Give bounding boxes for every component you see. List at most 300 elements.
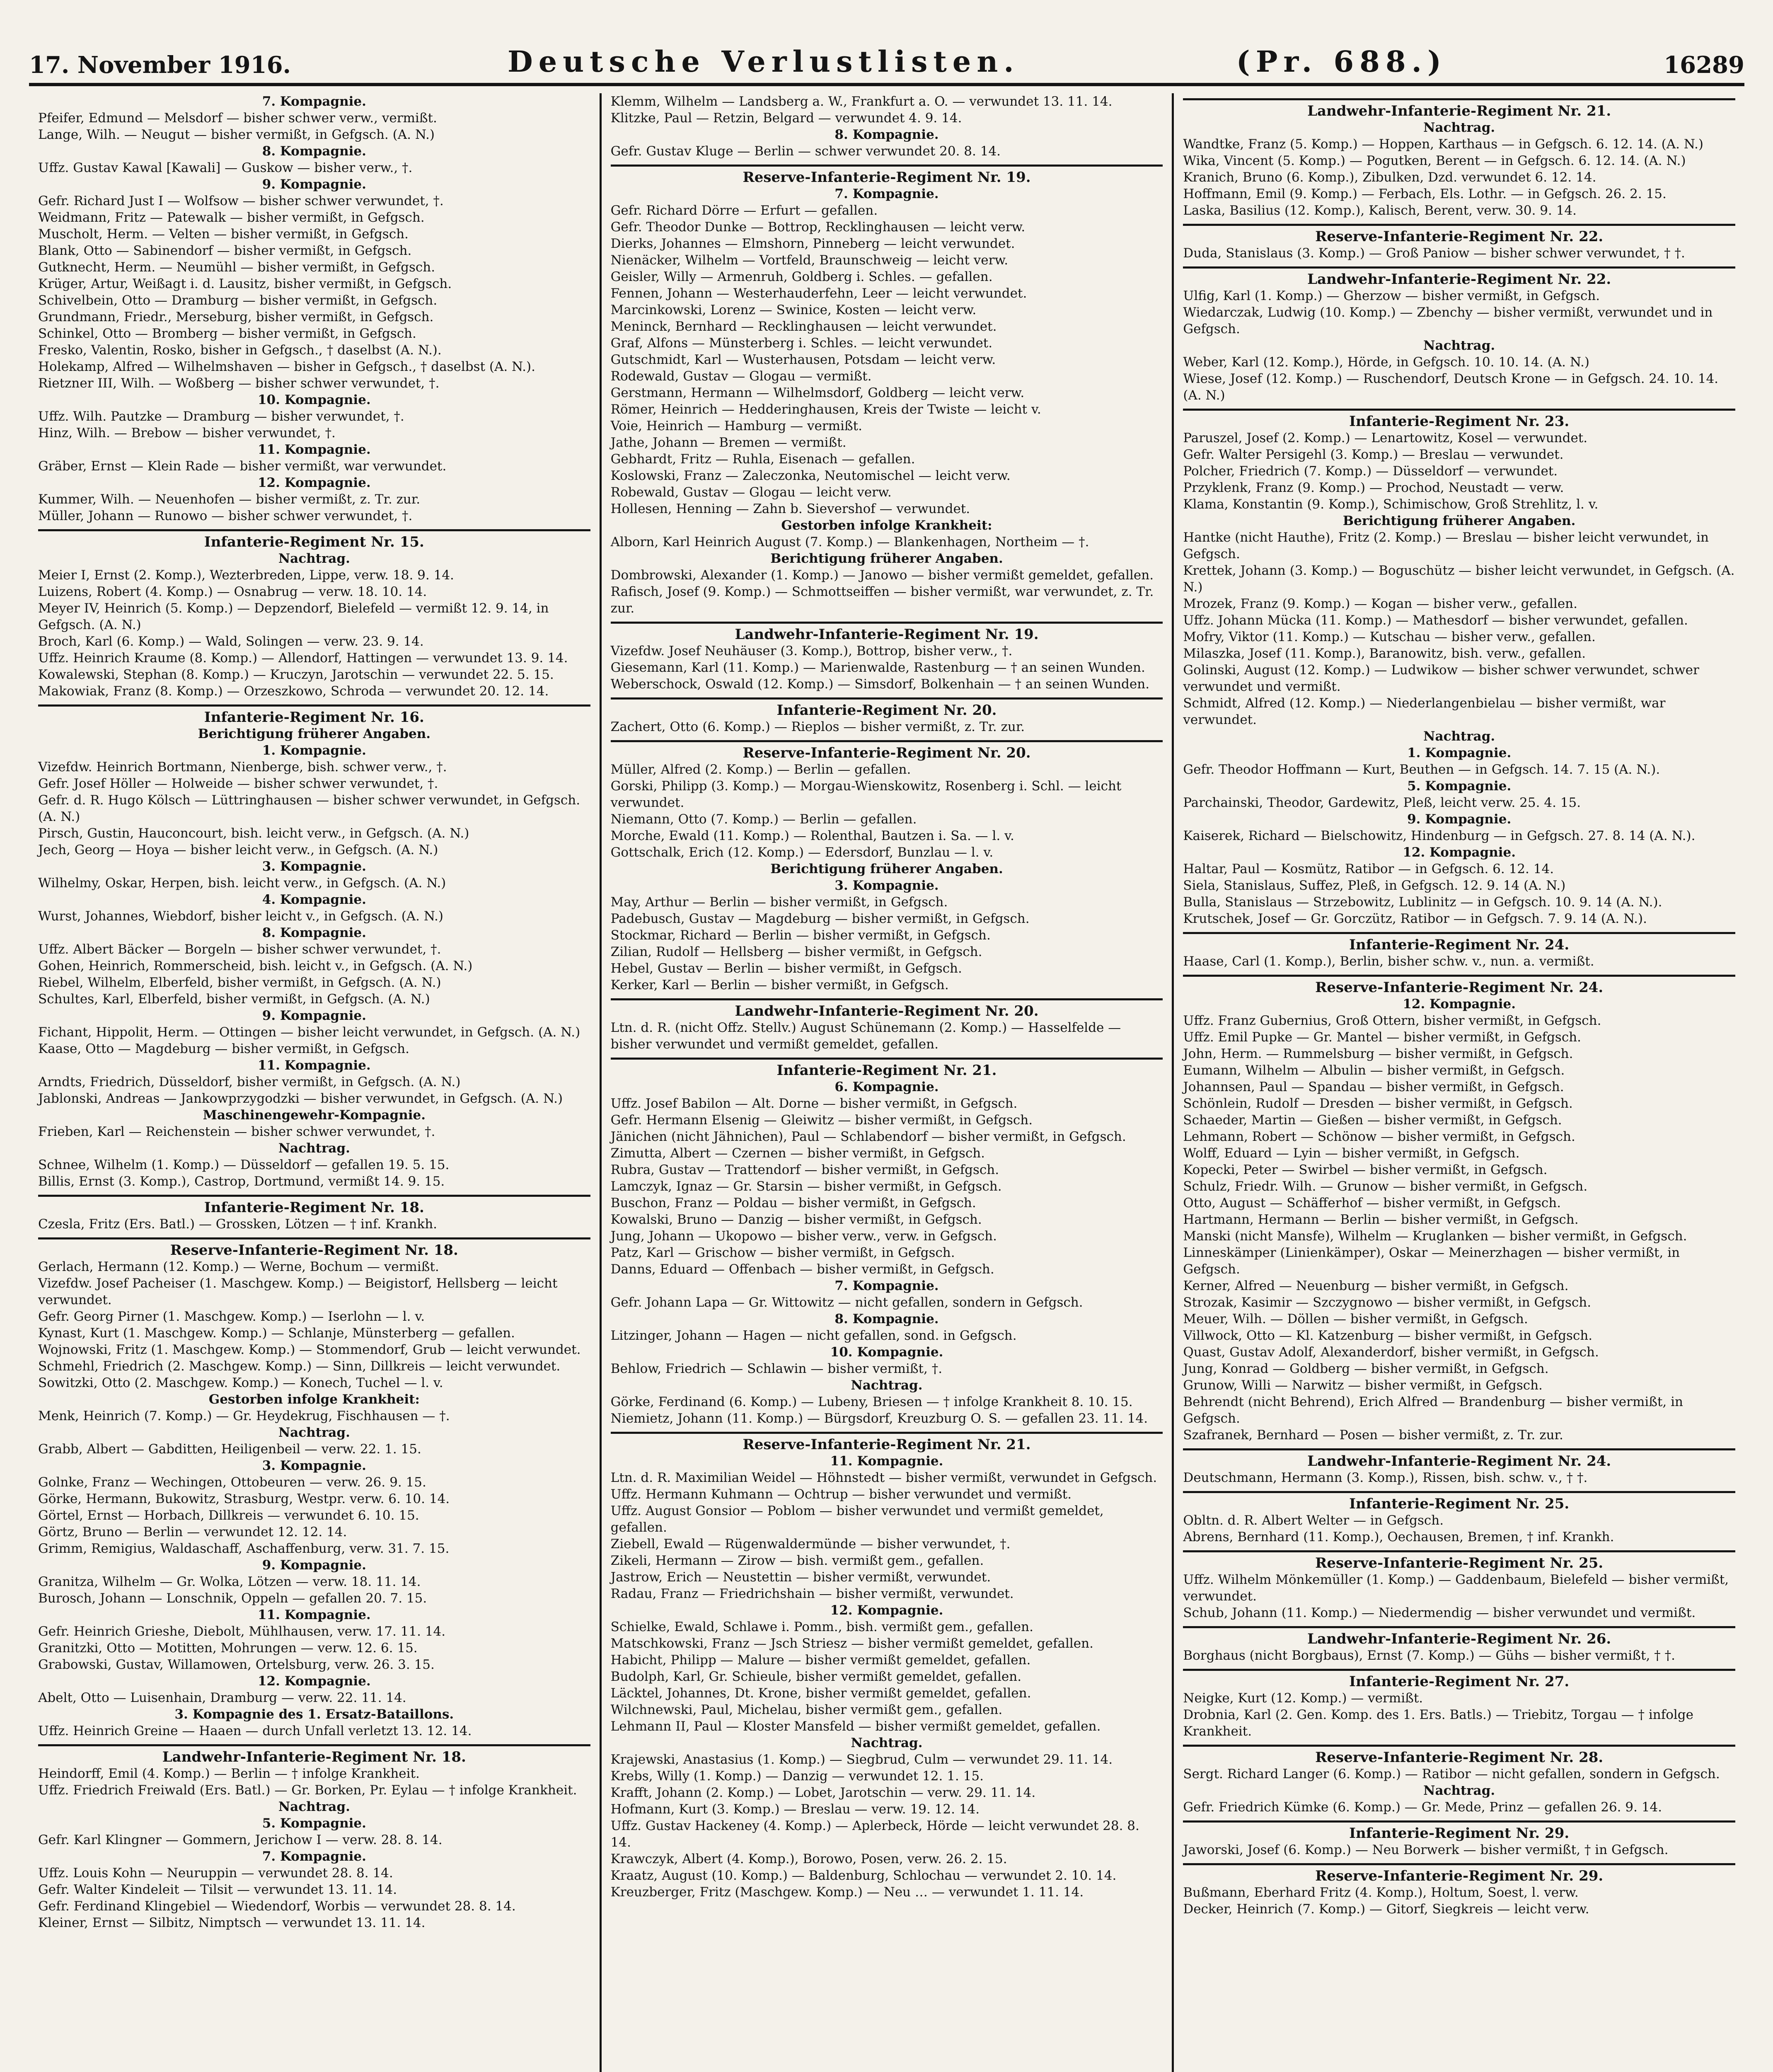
casualty-entry: Decker, Heinrich (7. Komp.) — Gitorf, Siegkreis — leicht verw.: [1183, 1902, 1589, 1917]
regiment-heading: Reserve-Infanterie-Regiment Nr. 29.: [1183, 1863, 1735, 1884]
section-heading: 11. Kompagnie.: [257, 1607, 371, 1622]
page-number: 16289: [1664, 51, 1744, 79]
casualty-entry: Broch, Karl (6. Komp.) — Wald, Solingen — verw. 23. 9. 14.: [38, 634, 424, 649]
section-heading: 8. Kompagnie.: [834, 127, 939, 142]
section-heading: 7. Kompagnie.: [262, 94, 366, 109]
section-heading: 11. Kompagnie.: [257, 442, 371, 457]
casualty-entry: Gebhardt, Fritz — Ruhla, Eisenach — gefallen.: [610, 452, 915, 467]
casualty-entry: Kopecki, Peter — Swirbel — bisher vermißt, in Gefgsch.: [1183, 1162, 1548, 1177]
casualty-entry: Vizefdw. Josef Neuhäuser (3. Komp.), Bottrop, bisher verw., †.: [610, 644, 1013, 658]
casualty-entry: Manski (nicht Mansfe), Wilhelm — Kruglanken — bisher vermißt, in Gefgsch.: [1183, 1229, 1687, 1244]
casualty-entry: Hollesen, Henning — Zahn b. Sievershof — verwundet.: [610, 501, 970, 516]
casualty-entry: Jänichen (nicht Jähnichen), Paul — Schlabendorf — bisher vermißt, in Gefgsch.: [610, 1129, 1126, 1144]
regiment-heading: Reserve-Infanterie-Regiment Nr. 20.: [611, 740, 1163, 761]
casualty-entry: Vizefdw. Josef Pacheiser (1. Maschgew. Komp.) — Beigistorf, Hellsberg — leicht verwundet.: [38, 1276, 558, 1307]
casualty-entry: Uffz. Gustav Kawal [Kawali] — Guskow — bisher verw., †.: [38, 160, 413, 175]
casualty-entry: Pfeifer, Edmund — Melsdorf — bisher schwer verw., vermißt.: [38, 111, 437, 126]
casualty-entry: Römer, Heinrich — Hedderinghausen, Kreis der Twiste — leicht v.: [610, 402, 1041, 417]
casualty-entry: Jaworski, Josef (6. Komp.) — Neu Borwerk — bisher vermißt, † in Gefgsch.: [1183, 1842, 1669, 1857]
casualty-entry: Grimm, Remigius, Waldaschaff, Aschaffenburg, verw. 31. 7. 15.: [38, 1541, 450, 1556]
casualty-entry: Kerker, Karl — Berlin — bisher vermißt, in Gefgsch.: [610, 978, 949, 992]
regiment-heading: Infanterie-Regiment Nr. 20.: [611, 697, 1163, 719]
regiment-heading: Infanterie-Regiment Nr. 21.: [611, 1058, 1163, 1079]
casualty-entry: Linneskämper (Linienkämper), Oskar — Meinerzhagen — bisher vermißt, in Gefgsch.: [1183, 1245, 1680, 1277]
regiment-heading: Infanterie-Regiment Nr. 16.: [38, 704, 590, 726]
regiment-heading: Landwehr-Infanterie-Regiment Nr. 24.: [1183, 1448, 1735, 1469]
casualty-entry: Hartmann, Hermann — Berlin — bisher vermißt, in Gefgsch.: [1183, 1212, 1579, 1227]
section-heading: Gestorben infolge Krankheit:: [208, 1392, 420, 1407]
casualty-entry: Zachert, Otto (6. Komp.) — Rieplos — bisher vermißt, z. Tr. zur.: [610, 719, 1025, 734]
casualty-entry: Hofmann, Kurt (3. Komp.) — Breslau — verw. 19. 12. 14.: [610, 1802, 980, 1817]
casualty-entry: Haase, Carl (1. Komp.), Berlin, bisher schw. v., nun. a. vermißt.: [1183, 954, 1594, 969]
casualty-entry: Matschkowski, Franz — Jsch Striesz — bisher vermißt gemeldet, gefallen.: [610, 1636, 1093, 1651]
regiment-heading: Landwehr-Infanterie-Regiment Nr. 21.: [1183, 98, 1735, 119]
casualty-entry: Uffz. Emil Pupke — Gr. Mantel — bisher vermißt, in Gefgsch.: [1183, 1030, 1582, 1045]
casualty-entry: Schivelbein, Otto — Dramburg — bisher vermißt, in Gefgsch.: [38, 293, 438, 308]
casualty-entry: Golnke, Franz — Wechingen, Ottobeuren — verw. 26. 9. 15.: [38, 1475, 426, 1490]
casualty-entry: Gefr. Richard Just I — Wolfsow — bisher schwer verwundet, †.: [38, 194, 444, 208]
casualty-entry: Hebel, Gustav — Berlin — bisher vermißt, in Gefgsch.: [610, 961, 962, 976]
casualty-entry: Läcktel, Johannes, Dt. Krone, bisher vermißt gemeldet, gefallen.: [610, 1686, 1031, 1701]
section-heading: Berichtigung früherer Angaben.: [770, 551, 1003, 566]
casualty-entry: Jech, Georg — Hoya — bisher leicht verw., in Gefgsch. (A. N.): [38, 842, 438, 857]
casualty-entry: Meyer IV, Heinrich (5. Komp.) — Depzendorf, Bielefeld — vermißt 12. 9. 14, in Gefgsch. (A. N.): [38, 601, 549, 632]
casualty-entry: Dierks, Johannes — Elmshorn, Pinneberg — leicht verwundet.: [610, 236, 1015, 251]
casualty-entry: Polcher, Friedrich (7. Komp.) — Düsseldorf — verwundet.: [1183, 464, 1558, 479]
casualty-entry: Milaszka, Josef (11. Komp.), Baranowitz, bish. verw., gefallen.: [1183, 646, 1586, 661]
regiment-heading: Reserve-Infanterie-Regiment Nr. 24.: [1183, 975, 1735, 996]
casualty-entry: Giesemann, Karl (11. Komp.) — Marienwalde, Rastenburg — † an seinen Wunden.: [610, 660, 1145, 675]
section-heading: Nachtrag.: [851, 1736, 923, 1750]
section-heading: Maschinengewehr-Kompagnie.: [203, 1108, 426, 1123]
casualty-entry: Klama, Konstantin (9. Komp.), Schimischow, Groß Strehlitz, l. v.: [1183, 497, 1599, 512]
regiment-heading: Infanterie-Regiment Nr. 27.: [1183, 1669, 1735, 1690]
casualty-entry: Patz, Karl — Grischow — bisher vermißt, in Gefgsch.: [610, 1245, 955, 1260]
casualty-entry: Jung, Johann — Ukopowo — bisher verw., verw. in Gefgsch.: [610, 1229, 997, 1244]
casualty-entry: Krüger, Artur, Weißagt i. d. Lausitz, bisher vermißt, in Gefgsch.: [38, 276, 452, 291]
casualty-entry: Krutschek, Josef — Gr. Gorczütz, Ratibor — in Gefgsch. 7. 9. 14 (A. N.).: [1183, 911, 1647, 926]
casualty-entry: Uffz. Wilhelm Mönkemüller (1. Komp.) — Gaddenbaum, Bielefeld — bisher vermißt, verwundet.: [1183, 1572, 1729, 1604]
section-heading: Nachtrag.: [1423, 1783, 1495, 1798]
casualty-entry: Golinski, August (12. Komp.) — Ludwikow — bisher schwer verwundet, schwer verwundet und vermißt.: [1183, 663, 1699, 694]
casualty-entry: Schielke, Ewald, Schlawe i. Pomm., bish. vermißt gem., gefallen.: [610, 1619, 1033, 1634]
section-heading: 3. Kompagnie.: [262, 859, 366, 874]
casualty-entry: Meier I, Ernst (2. Komp.), Wezterbreden, Lippe, verw. 18. 9. 14.: [38, 568, 454, 583]
casualty-entry: Uffz. Johann Mücka (11. Komp.) — Mathesdorf — bisher verwundet, gefallen.: [1183, 613, 1688, 628]
casualty-entry: Zikeli, Hermann — Zirow — bish. vermißt gem., gefallen.: [610, 1553, 984, 1568]
casualty-entry: Behrendt (nicht Behrend), Erich Alfred — Brandenburg — bisher vermißt, in Gefgsch.: [1183, 1394, 1684, 1426]
casualty-entry: Grabb, Albert — Gabditten, Heiligenbeil — verw. 22. 1. 15.: [38, 1442, 421, 1457]
casualty-entry: Wolff, Eduard — Lyin — bisher vermißt, in Gefgsch.: [1183, 1146, 1520, 1161]
casualty-entry: Ltn. d. R. Maximilian Weidel — Höhnstedt — bisher vermißt, verwundet in Gefgsch.: [610, 1470, 1157, 1485]
section-heading: 5. Kompagnie.: [262, 1816, 366, 1831]
casualty-entry: Gefr. Hermann Elsenig — Gleiwitz — bisher vermißt, in Gefgsch.: [610, 1113, 1033, 1128]
casualty-entry: Uffz. Louis Kohn — Neuruppin — verwundet 28. 8. 14.: [38, 1866, 393, 1881]
casualty-entry: Quast, Gustav Adolf, Alexanderdorf, bisher vermißt, in Gefgsch.: [1183, 1345, 1599, 1360]
section-heading: 11. Kompagnie.: [257, 1058, 371, 1073]
casualty-entry: Schmehl, Friedrich (2. Maschgew. Komp.) — Sinn, Dillkreis — leicht verwundet.: [38, 1359, 561, 1374]
section-heading: 3. Kompagnie.: [834, 878, 939, 893]
section-heading: 9. Kompagnie.: [262, 1008, 366, 1023]
casualty-entry: Gohen, Heinrich, Rommerscheid, bish. leicht v., in Gefgsch. (A. N.): [38, 959, 473, 973]
regiment-heading: Infanterie-Regiment Nr. 25.: [1183, 1491, 1735, 1512]
casualty-entry: Krawczyk, Albert (4. Komp.), Borowo, Posen, verw. 26. 2. 15.: [610, 1852, 1007, 1866]
casualty-entry: Duda, Stanislaus (3. Komp.) — Groß Paniow — bisher schwer verwundet, † †.: [1183, 246, 1685, 261]
casualty-entry: Makowiak, Franz (8. Komp.) — Orzeszkowo, Schroda — verwundet 20. 12. 14.: [38, 684, 549, 699]
casualty-entry: Gefr. Theodor Dunke — Bottrop, Recklinghausen — leicht verw.: [610, 220, 1026, 235]
section-heading: 10. Kompagnie.: [257, 392, 371, 407]
casualty-entry: Klemm, Wilhelm — Landsberg a. W., Frankfurt a. O. — verwundet 13. 11. 14.: [610, 94, 1113, 109]
casualty-entry: Vizefdw. Heinrich Bortmann, Nienberge, bish. schwer verw., †.: [38, 760, 447, 775]
casualty-entry: Villwock, Otto — Kl. Katzenburg — bisher vermißt, in Gefgsch.: [1183, 1328, 1593, 1343]
section-heading: 11. Kompagnie.: [830, 1454, 943, 1469]
section-heading: 7. Kompagnie.: [834, 186, 939, 201]
casualty-entry: Otto, August — Schäfferhof — bisher vermißt, in Gefgsch.: [1183, 1196, 1561, 1210]
casualty-entry: Schub, Johann (11. Komp.) — Niedermendig — bisher verwundet und vermißt.: [1183, 1605, 1696, 1620]
section-heading: Gestorben infolge Krankheit:: [781, 518, 992, 533]
casualty-entry: Gefr. Walter Persigehl (3. Komp.) — Breslau — verwundet.: [1183, 447, 1564, 462]
casualty-entry: Gefr. Georg Pirner (1. Maschgew. Komp.) — Iserlohn — l. v.: [38, 1309, 425, 1324]
casualty-entry: Uffz. Franz Gubernius, Groß Ottern, bisher vermißt, in Gefgsch.: [1183, 1013, 1601, 1028]
section-heading: 7. Kompagnie.: [834, 1278, 939, 1293]
casualty-entry: Uffz. Josef Babilon — Alt. Dorne — bisher vermißt, in Gefgsch.: [610, 1096, 1018, 1111]
casualty-entry: Muscholt, Herm. — Velten — bisher vermißt, in Gefgsch.: [38, 227, 409, 242]
casualty-entry: Strozak, Kasimir — Szczygnowo — bisher vermißt, in Gefgsch.: [1183, 1295, 1592, 1310]
casualty-entry: Meuer, Wilh. — Döllen — bisher vermißt, in Gefgsch.: [1183, 1312, 1528, 1326]
casualty-entry: Litzinger, Johann — Hagen — nicht gefallen, sond. in Gefgsch.: [610, 1328, 1017, 1343]
casualty-entry: Obltn. d. R. Albert Welter — in Gefgsch.: [1183, 1513, 1444, 1528]
casualty-entry: Billis, Ernst (3. Komp.), Castrop, Dortmund, vermißt 14. 9. 15.: [38, 1174, 445, 1189]
casualty-entry: Uffz. Albert Bäcker — Borgeln — bisher schwer verwundet, †.: [38, 942, 441, 957]
casualty-entry: Morche, Ewald (11. Komp.) — Rolenthal, Bautzen i. Sa. — l. v.: [610, 828, 1014, 843]
casualty-entry: Grabowski, Gustav, Willamowen, Ortelsburg, verw. 26. 3. 15.: [38, 1657, 435, 1672]
regiment-heading: Landwehr-Infanterie-Regiment Nr. 19.: [611, 622, 1163, 643]
casualty-entry: Ziebell, Ewald — Rügenwaldermünde — bisher verwundet, †.: [610, 1537, 1011, 1552]
casualty-entry: Fennen, Johann — Westerhauderfehn, Leer — leicht verwundet.: [610, 286, 1027, 301]
regiment-heading: Landwehr-Infanterie-Regiment Nr. 20.: [611, 998, 1163, 1019]
casualty-entry: Gorski, Philipp (3. Komp.) — Morgau-Wienskowitz, Rosenberg i. Schl. — leicht verwundet.: [610, 779, 1122, 810]
casualty-entry: Gutschmidt, Karl — Wusterhausen, Potsdam — leicht verw.: [610, 352, 996, 367]
casualty-entry: Hoffmann, Emil (9. Komp.) — Ferbach, Els. Lothr. — in Gefgsch. 26. 2. 15.: [1183, 186, 1667, 201]
section-heading: Nachtrag.: [1423, 729, 1495, 744]
casualty-entry: Uffz. Gustav Hackeney (4. Komp.) — Aplerbeck, Hörde — leicht verwundet 28. 8. 14.: [610, 1818, 1139, 1850]
casualty-entry: Koslowski, Franz — Zaleczonka, Neutomischel — leicht verw.: [610, 468, 1011, 483]
casualty-entry: Schulz, Friedr. Wilh. — Grunow — bisher vermißt, in Gefgsch.: [1183, 1179, 1588, 1194]
casualty-entry: Kynast, Kurt (1. Maschgew. Komp.) — Schlanje, Münsterberg — gefallen.: [38, 1326, 515, 1341]
casualty-entry: Uffz. Heinrich Kraume (8. Komp.) — Allendorf, Hattingen — verwundet 13. 9. 14.: [38, 651, 568, 666]
section-heading: 12. Kompagnie.: [830, 1603, 943, 1618]
casualty-entry: Radau, Franz — Friedrichshain — bisher vermißt, verwundet.: [610, 1586, 1014, 1601]
casualty-entry: Kowalski, Bruno — Danzig — bisher vermißt, in Gefgsch.: [610, 1212, 982, 1227]
section-heading: Berichtigung früherer Angaben.: [1342, 513, 1576, 528]
casualty-entry: Schmidt, Alfred (12. Komp.) — Niederlangenbielau — bisher vermißt, war verwundet.: [1183, 696, 1666, 727]
casualty-entry: Wika, Vincent (5. Komp.) — Pogutken, Berent — in Gefgsch. 6. 12. 14. (A. N.): [1183, 153, 1686, 168]
regiment-heading: Reserve-Infanterie-Regiment Nr. 28.: [1183, 1745, 1735, 1766]
regiment-heading: Infanterie-Regiment Nr. 15.: [38, 529, 590, 550]
casualty-entry: Eumann, Wilhelm — Albulin — bisher vermißt, in Gefgsch.: [1183, 1063, 1565, 1078]
regiment-heading: Reserve-Infanterie-Regiment Nr. 25.: [1183, 1550, 1735, 1571]
casualty-entry: Jablonski, Andreas — Jankowprzygodzki — bisher verwundet, in Gefgsch. (A. N.): [38, 1091, 563, 1106]
casualty-entry: Jathe, Johann — Bremen — vermißt.: [610, 435, 847, 450]
regiment-heading: Reserve-Infanterie-Regiment Nr. 18.: [38, 1237, 590, 1259]
casualty-entry: Kranich, Bruno (6. Komp.), Zibulken, Dzd. verwundet 6. 12. 14.: [1183, 170, 1596, 185]
casualty-entry: Fresko, Valentin, Rosko, bisher in Gefgsch., † daselbst (A. N.).: [38, 343, 442, 358]
casualty-entry: Behlow, Friedrich — Schlawin — bisher vermißt, †.: [610, 1361, 943, 1376]
casualty-entry: Drobnia, Karl (2. Gen. Komp. des 1. Ers. Batls.) — Triebitz, Torgau — † infolge Krankheit.: [1183, 1707, 1693, 1739]
casualty-entry: John, Herm. — Rummelsburg — bisher vermißt, in Gefgsch.: [1183, 1046, 1573, 1061]
regiment-heading: Landwehr-Infanterie-Regiment Nr. 26.: [1183, 1626, 1735, 1647]
casualty-entry: Grunow, Willi — Narwitz — bisher vermißt, in Gefgsch.: [1183, 1378, 1543, 1393]
casualty-entry: Gefr. Johann Lapa — Gr. Wittowitz — nicht gefallen, sondern in Gefgsch.: [610, 1295, 1083, 1310]
section-heading: Nachtrag.: [851, 1378, 923, 1393]
casualty-entry: Paruszel, Josef (2. Komp.) — Lenartowitz, Kosel — verwundet.: [1183, 431, 1588, 445]
casualty-entry: Kummer, Wilh. — Neuenhofen — bisher vermißt, z. Tr. zur.: [38, 492, 421, 507]
casualty-entry: Hinz, Wilh. — Brebow — bisher verwundet, †.: [38, 426, 336, 441]
section-heading: 6. Kompagnie.: [834, 1080, 939, 1094]
casualty-entry: Kowalewski, Stephan (8. Komp.) — Kruczyn, Jarotschin — verwundet 22. 5. 15.: [38, 667, 554, 682]
casualty-entry: Weidmann, Fritz — Patewalk — bisher vermißt, in Gefgsch.: [38, 210, 425, 225]
casualty-entry: Sergt. Richard Langer (6. Komp.) — Ratibor — nicht gefallen, sondern in Gefgsch.: [1183, 1767, 1720, 1782]
casualty-entry: Lehmann II, Paul — Kloster Mansfeld — bisher vermißt gemeldet, gefallen.: [610, 1719, 1101, 1734]
regiment-heading: Landwehr-Infanterie-Regiment Nr. 22.: [1183, 266, 1735, 288]
casualty-entry: Krettek, Johann (3. Komp.) — Boguschütz — bisher leicht verwundet, in Gefgsch. (A. N.): [1183, 563, 1735, 595]
casualty-entry: Wiese, Josef (12. Komp.) — Ruschendorf, Deutsch Krone — in Gefgsch. 24. 10. 14. (A. N.): [1183, 371, 1719, 403]
section-heading: 12. Kompagnie.: [1403, 997, 1516, 1012]
casualty-entry: Müller, Alfred (2. Komp.) — Berlin — gefallen.: [610, 762, 911, 777]
casualty-entry: Buschon, Franz — Poldau — bisher vermißt, in Gefgsch.: [610, 1196, 976, 1210]
casualty-entry: Fichant, Hippolit, Herm. — Ottingen — bisher leicht verwundet, in Gefgsch. (A. N.): [38, 1025, 581, 1040]
casualty-entry: Granitzki, Otto — Motitten, Mohrungen — verw. 12. 6. 15.: [38, 1641, 418, 1656]
section-heading: 4. Kompagnie.: [262, 892, 366, 907]
casualty-entry: Kleiner, Ernst — Silbitz, Nimptsch — verwundet 13. 11. 14.: [38, 1915, 426, 1930]
casualty-entry: Schultes, Karl, Elberfeld, bisher vermißt, in Gefgsch. (A. N.): [38, 992, 430, 1007]
casualty-entry: Mofry, Viktor (11. Komp.) — Kutschau — bisher verw., gefallen.: [1183, 629, 1596, 644]
section-heading: Nachtrag.: [278, 1141, 350, 1156]
casualty-entry: Marcinkowski, Lorenz — Swinice, Kosten — leicht verw.: [610, 303, 977, 317]
casualty-entry: Granitza, Wilhelm — Gr. Wolka, Lötzen — verw. 18. 11. 14.: [38, 1574, 421, 1589]
casualty-entry: Wojnowski, Fritz (1. Maschgew. Komp.) — Stommendorf, Grub — leicht verwundet.: [38, 1342, 581, 1357]
casualty-entry: Wandtke, Franz (5. Komp.) — Hoppen, Karthaus — in Gefgsch. 6. 12. 14. (A. N.): [1183, 137, 1703, 152]
casualty-entry: Gutknecht, Herm. — Neumühl — bisher vermißt, in Gefgsch.: [38, 260, 435, 275]
casualty-entry: Zimutta, Albert — Czernen — bisher vermißt, in Gefgsch.: [610, 1146, 985, 1161]
casualty-entry: Parchainski, Theodor, Gardewitz, Pleß, leicht verw. 25. 4. 15.: [1183, 795, 1581, 810]
casualty-entry: Przyklenk, Franz (9. Komp.) — Prochod, Neustadt — verw.: [1183, 480, 1564, 495]
casualty-entry: Kraatz, August (10. Komp.) — Baldenburg, Schlochau — verwundet 2. 10. 14.: [610, 1868, 1117, 1883]
regiment-heading: Reserve-Infanterie-Regiment Nr. 19.: [611, 165, 1163, 186]
casualty-entry: Gefr. Heinrich Grieshe, Diebolt, Mühlhausen, verw. 17. 11. 14.: [38, 1624, 446, 1639]
casualty-entry: Gefr. Ferdinand Klingebiel — Wiedendorf, Worbis — verwundet 28. 8. 14.: [38, 1899, 516, 1914]
regiment-heading: Reserve-Infanterie-Regiment Nr. 22.: [1183, 224, 1735, 245]
casualty-entry: Blank, Otto — Sabinendorf — bisher vermißt, in Gefgsch.: [38, 243, 412, 258]
casualty-entry: Danns, Eduard — Offenbach — bisher vermißt, in Gefgsch.: [610, 1262, 994, 1277]
section-heading: Berichtigung früherer Angaben.: [770, 862, 1003, 876]
casualty-entry: Alborn, Karl Heinrich August (7. Komp.) — Blankenhagen, Northeim — †.: [610, 535, 1089, 549]
casualty-entry: Schaeder, Martin — Gießen — bisher vermißt, in Gefgsch.: [1183, 1113, 1562, 1128]
casualty-entry: Görke, Ferdinand (6. Komp.) — Lubeny, Briesen — † infolge Krankheit 8. 10. 15.: [610, 1394, 1133, 1409]
casualty-entry: Ltn. d. R. (nicht Offz. Stellv.) August Schünemann (2. Komp.) — Hasselfelde — bisher verwundet und vermißt gemeldet, gefallen.: [610, 1020, 1121, 1052]
regiment-heading: Infanterie-Regiment Nr. 18.: [38, 1195, 590, 1216]
casualty-entry: Wurst, Johannes, Wiebdorf, bisher leicht v., in Gefgsch. (A. N.): [38, 909, 443, 924]
casualty-entry: Geisler, Willy — Armenruh, Goldberg i. Schles. — gefallen.: [610, 269, 993, 284]
casualty-entry: Abrens, Bernhard (11. Komp.), Oechausen, Bremen, † inf. Krankh.: [1183, 1530, 1614, 1544]
section-heading: Nachtrag.: [1423, 338, 1495, 353]
casualty-entry: Heindorff, Emil (4. Komp.) — Berlin — † infolge Krankheit.: [38, 1766, 420, 1781]
section-heading: Berichtigung früherer Angaben.: [198, 726, 431, 741]
issue-date: 17. November 1916.: [29, 51, 291, 79]
casualty-entry: Hantke (nicht Hauthe), Fritz (2. Komp.) — Breslau — bisher leicht verwundet, in Gefgsch.: [1183, 530, 1709, 562]
section-heading: 12. Kompagnie.: [257, 1674, 371, 1689]
column-3: [1174, 93, 1744, 2072]
casualty-entry: Siela, Stanislaus, Suffez, Pleß, in Gefgsch. 12. 9. 14 (A. N.): [1183, 878, 1566, 893]
column-2: [602, 93, 1172, 2072]
section-heading: 8. Kompagnie.: [262, 925, 366, 940]
regiment-heading: Reserve-Infanterie-Regiment Nr. 21.: [611, 1432, 1163, 1453]
section-heading: 1. Kompagnie.: [262, 743, 366, 758]
section-heading: 5. Kompagnie.: [1407, 779, 1512, 794]
section-heading: 9. Kompagnie.: [262, 1558, 366, 1573]
header-rule: [29, 83, 1744, 86]
section-heading: 1. Kompagnie.: [1407, 746, 1512, 760]
casualty-entry: Schnee, Wilhelm (1. Komp.) — Düsseldorf — gefallen 19. 5. 15.: [38, 1157, 450, 1172]
casualty-entry: Krafft, Johann (2. Komp.) — Lobet, Jarotschin — verw. 29. 11. 14.: [610, 1785, 1036, 1800]
casualty-entry: Arndts, Friedrich, Düsseldorf, bisher vermißt, in Gefgsch. (A. N.): [38, 1075, 461, 1089]
casualty-entry: Grundmann, Friedr., Merseburg, bisher vermißt, in Gefgsch.: [38, 310, 434, 324]
issue-number: (Pr. 688.): [1236, 44, 1447, 79]
casualty-entry: Zilian, Rudolf — Hellsberg — bisher vermißt, in Gefgsch.: [610, 944, 982, 959]
regiment-heading: Infanterie-Regiment Nr. 23.: [1183, 409, 1735, 430]
casualty-entry: May, Arthur — Berlin — bisher vermißt, in Gefgsch.: [610, 895, 948, 910]
casualty-entry: Gerstmann, Hermann — Wilhelmsdorf, Goldberg — leicht verw.: [610, 385, 1025, 400]
section-heading: 3. Kompagnie.: [262, 1458, 366, 1473]
casualty-entry: Lamczyk, Ignaz — Gr. Starsin — bisher vermißt, in Gefgsch.: [610, 1179, 1002, 1194]
casualty-entry: Borghaus (nicht Borgbaus), Ernst (7. Komp.) — Gühs — bisher vermißt, † †.: [1183, 1648, 1675, 1663]
casualty-entry: Gottschalk, Erich (12. Komp.) — Edersdorf, Bunzlau — l. v.: [610, 845, 994, 860]
casualty-entry: Deutschmann, Hermann (3. Komp.), Rissen, bish. schw. v., † †.: [1183, 1470, 1588, 1485]
casualty-entry: Ulfig, Karl (1. Komp.) — Gherzow — bisher vermißt, in Gefgsch.: [1183, 288, 1600, 303]
casualty-entry: Rodewald, Gustav — Glogau — vermißt.: [610, 369, 872, 384]
casualty-entry: Jung, Konrad — Goldberg — bisher vermißt, in Gefgsch.: [1183, 1361, 1549, 1376]
casualty-entry: Gefr. d. R. Hugo Kölsch — Lüttringhausen — bisher schwer verwundet, in Gefgsch. (A. N.): [38, 793, 581, 824]
casualty-entry: Abelt, Otto — Luisenhain, Dramburg — verw. 22. 11. 14.: [38, 1690, 406, 1705]
section-heading: 8. Kompagnie.: [262, 144, 366, 159]
casualty-entry: Holekamp, Alfred — Wilhelmshaven — bisher in Gefgsch., † daselbst (A. N.).: [38, 359, 535, 374]
casualty-entry: Burosch, Johann — Lonschnik, Oppeln — gefallen 20. 7. 15.: [38, 1591, 427, 1606]
section-heading: Nachtrag.: [278, 1799, 350, 1814]
casualty-entry: Laska, Basilius (12. Komp.), Kalisch, Berent, verw. 30. 9. 14.: [1183, 203, 1577, 218]
casualty-entry: Gefr. Theodor Hoffmann — Kurt, Beuthen — in Gefgsch. 14. 7. 15 (A. N.).: [1183, 762, 1660, 777]
casualty-entry: Uffz. Heinrich Greine — Haaen — durch Unfall verletzt 13. 12. 14.: [38, 1723, 472, 1738]
casualty-entry: Habicht, Philipp — Malure — bisher vermißt gemeldet, gefallen.: [610, 1653, 1031, 1668]
casualty-entry: Mrozek, Franz (9. Komp.) — Kogan — bisher verw., gefallen.: [1183, 596, 1577, 611]
casualty-entry: Lehmann, Robert — Schönow — bisher vermißt, in Gefgsch.: [1183, 1129, 1575, 1144]
casualty-entry: Müller, Johann — Runowo — bisher schwer verwundet, †.: [38, 508, 413, 523]
casualty-entry: Padebusch, Gustav — Magdeburg — bisher vermißt, in Gefgsch.: [610, 911, 1030, 926]
casualty-entry: Görtz, Bruno — Berlin — verwundet 12. 12. 14.: [38, 1525, 347, 1539]
casualty-entry: Pirsch, Gustin, Hauconcourt, bish. leicht verw., in Gefgsch. (A. N.): [38, 826, 469, 841]
casualty-entry: Gräber, Ernst — Klein Rade — bisher vermißt, war verwundet.: [38, 459, 447, 474]
casualty-entry: Uffz. Hermann Kuhmann — Ochtrup — bisher verwundet und vermißt.: [610, 1487, 1072, 1502]
casualty-entry: Bußmann, Eberhard Fritz (4. Komp.), Holtum, Soest, l. verw.: [1183, 1885, 1579, 1900]
casualty-entry: Nienäcker, Wilhelm — Vortfeld, Braunschweig — leicht verw.: [610, 253, 1009, 268]
casualty-entry: Luizens, Robert (4. Komp.) — Osnabrug — verw. 18. 10. 14.: [38, 584, 427, 599]
casualty-entry: Krajewski, Anastasius (1. Komp.) — Siegbrud, Culm — verwundet 29. 11. 14.: [610, 1752, 1113, 1767]
casualty-entry: Dombrowski, Alexander (1. Komp.) — Janowo — bisher vermißt gemeldet, gefallen.: [610, 568, 1154, 583]
section-heading: 12. Kompagnie.: [1403, 845, 1516, 860]
casualty-entry: Krebs, Willy (1. Komp.) — Danzig — verwundet 12. 1. 15.: [610, 1769, 984, 1784]
casualty-entry: Uffz. August Gonsior — Poblom — bisher verwundet und vermißt gemeldet, gefallen.: [610, 1503, 1104, 1535]
casualty-entry: Gerlach, Hermann (12. Komp.) — Werne, Bochum — vermißt.: [38, 1259, 439, 1274]
casualty-entry: Budolph, Karl, Gr. Schieule, bisher vermißt gemeldet, gefallen.: [610, 1669, 1022, 1684]
casualty-entry: Gefr. Walter Kindeleit — Tilsit — verwundet 13. 11. 14.: [38, 1882, 397, 1897]
casualty-entry: Wilchnewski, Paul, Michelau, bisher vermißt gem., gefallen.: [610, 1702, 1003, 1717]
casualty-entry: Neigke, Kurt (12. Komp.) — vermißt.: [1183, 1691, 1423, 1706]
casualty-entry: Riebel, Wilhelm, Elberfeld, bisher vermißt, in Gefgsch. (A. N.): [38, 975, 441, 990]
casualty-entry: Görke, Hermann, Bukowitz, Strasburg, Westpr. verw. 6. 10. 14.: [38, 1491, 450, 1506]
casualty-entry: Graf, Alfons — Münsterberg i. Schles. — leicht verwundet.: [610, 336, 993, 351]
casualty-entry: Weber, Karl (12. Komp.), Hörde, in Gefgsch. 10. 10. 14. (A. N.): [1183, 355, 1589, 370]
section-heading: 8. Kompagnie.: [834, 1312, 939, 1326]
casualty-entry: Kaiserek, Richard — Bielschowitz, Hindenburg — in Gefgsch. 27. 8. 14 (A. N.).: [1183, 828, 1696, 843]
casualty-entry: Klitzke, Paul — Retzin, Belgard — verwundet 4. 9. 14.: [610, 111, 962, 126]
casualty-entry: Robewald, Gustav — Glogau — leicht verw.: [610, 485, 892, 500]
casualty-entry: Johannsen, Paul — Spandau — bisher vermißt, in Gefgsch.: [1183, 1080, 1564, 1094]
casualty-entry: Kaase, Otto — Magdeburg — bisher vermißt, in Gefgsch.: [38, 1041, 409, 1056]
casualty-entry: Gefr. Richard Dörre — Erfurt — gefallen.: [610, 203, 878, 218]
casualty-entry: Weberschock, Oswald (12. Komp.) — Simsdorf, Bolkenhain — † an seinen Wunden.: [610, 677, 1150, 692]
section-heading: 3. Kompagnie des 1. Ersatz-Bataillons.: [174, 1707, 454, 1722]
regiment-heading: Infanterie-Regiment Nr. 29.: [1183, 1820, 1735, 1842]
casualty-entry: Menk, Heinrich (7. Komp.) — Gr. Heydekrug, Fischhausen — †.: [38, 1409, 450, 1423]
publication-title: Deutsche Verlustlisten.: [508, 44, 1020, 79]
casualty-entry: Gefr. Josef Höller — Holweide — bisher schwer verwundet, †.: [38, 776, 438, 791]
section-heading: Nachtrag.: [1423, 120, 1495, 135]
casualty-entry: Niemann, Otto (7. Komp.) — Berlin — gefallen.: [610, 812, 917, 827]
casualty-entry: Schinkel, Otto — Bromberg — bisher vermißt, in Gefgsch.: [38, 326, 416, 341]
casualty-entry: Görtel, Ernst — Horbach, Dillkreis — verwundet 6. 10. 15.: [38, 1508, 419, 1523]
section-heading: 9. Kompagnie.: [1407, 812, 1512, 827]
casualty-entry: Czesla, Fritz (Ers. Batl.) — Grossken, Lötzen — † inf. Krankh.: [38, 1217, 438, 1232]
casualty-entry: Uffz. Wilh. Pautzke — Dramburg — bisher verwundet, †.: [38, 409, 404, 424]
casualty-entry: Stockmar, Richard — Berlin — bisher vermißt, in Gefgsch.: [610, 928, 991, 943]
casualty-entry: Gefr. Friedrich Kümke (6. Komp.) — Gr. Mede, Prinz — gefallen 26. 9. 14.: [1183, 1800, 1662, 1815]
section-heading: 9. Kompagnie.: [262, 177, 366, 192]
section-heading: 10. Kompagnie.: [830, 1345, 943, 1360]
casualty-entry: Sowitzki, Otto (2. Maschgew. Komp.) — Konech, Tuchel — l. v.: [38, 1375, 443, 1390]
regiment-heading: Infanterie-Regiment Nr. 24.: [1183, 932, 1735, 953]
regiment-heading: Landwehr-Infanterie-Regiment Nr. 18.: [38, 1744, 590, 1765]
casualty-entry: Gefr. Gustav Kluge — Berlin — schwer verwundet 20. 8. 14.: [610, 144, 1001, 159]
casualty-entry: Rietzner III, Wilh. — Woßberg — bisher schwer verwundet, †.: [38, 376, 440, 391]
casualty-entry: Frieben, Karl — Reichenstein — bisher schwer verwundet, †.: [38, 1124, 435, 1139]
casualty-entry: Wilhelmy, Oskar, Herpen, bish. leicht verw., in Gefgsch. (A. N.): [38, 876, 446, 891]
casualty-entry: Schönlein, Rudolf — Dresden — bisher vermißt, in Gefgsch.: [1183, 1096, 1573, 1111]
casualty-entry: Bulla, Stanislaus — Strzebowitz, Lublinitz — in Gefgsch. 10. 9. 14 (A. N.).: [1183, 895, 1662, 910]
section-heading: 12. Kompagnie.: [257, 475, 371, 490]
casualty-entry: Rubra, Gustav — Trattendorf — bisher vermißt, in Gefgsch.: [610, 1162, 999, 1177]
page-header: [29, 29, 1744, 79]
casualty-entry: Haltar, Paul — Kosmütz, Ratibor — in Gefgsch. 6. 12. 14.: [1183, 862, 1554, 876]
casualty-entry: Niemietz, Johann (11. Komp.) — Bürgsdorf, Kreuzburg O. S. — gefallen 23. 11. 14.: [610, 1411, 1148, 1426]
casualty-entry: Jastrow, Erich — Neustettin — bisher vermißt, verwundet.: [610, 1570, 991, 1585]
casualty-entry: Lange, Wilh. — Neugut — bisher vermißt, in Gefgsch. (A. N.): [38, 127, 435, 142]
section-heading: Nachtrag.: [278, 1425, 350, 1440]
column-1: [29, 93, 600, 2072]
section-heading: Nachtrag.: [278, 551, 350, 566]
casualty-entry: Rafisch, Josef (9. Komp.) — Schmottseiffen — bisher vermißt, war verwundet, z. Tr. zur.: [610, 584, 1154, 616]
casualty-columns: [29, 93, 1744, 2072]
casualty-entry: Meninck, Bernhard — Recklinghausen — leicht verwundet.: [610, 319, 997, 334]
casualty-entry: Szafranek, Bernhard — Posen — bisher vermißt, z. Tr. zur.: [1183, 1428, 1563, 1443]
